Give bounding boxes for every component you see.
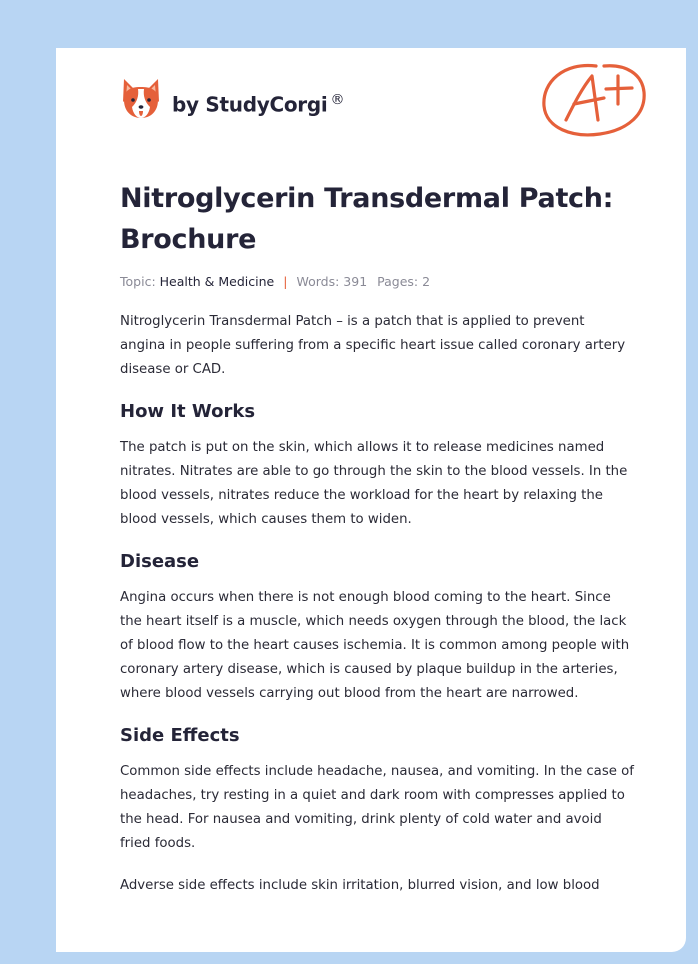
corgi-icon <box>120 76 162 122</box>
words-count: 391 <box>343 274 368 289</box>
registered-mark: ® <box>330 91 345 108</box>
grade-text: A+ <box>538 58 540 59</box>
document-page <box>56 48 686 952</box>
words-label: Words: <box>296 274 340 289</box>
meta-separator: | <box>283 274 288 289</box>
brand-logo[interactable] <box>120 76 344 122</box>
topic-link[interactable]: Health & Medicine <box>159 274 275 289</box>
section-paragraph: Common side effects include headache, nausea, and vomiting. In the case of headaches, try resting in a quiet and dark room with compresses applied to the head. For nausea and vomiting, drink plenty of cold water and avoid fried foods. <box>120 764 634 851</box>
section-heading-how-it-works: How It Works <box>120 401 256 422</box>
a-plus-grade-icon <box>538 58 650 140</box>
section-paragraph: Adverse side effects include skin irritation, blurred vision, and low blood <box>120 878 600 893</box>
page-title: Nitroglycerin Transdermal Patch: Brochure <box>120 183 614 255</box>
document-meta <box>120 273 634 291</box>
document-content <box>120 178 634 898</box>
pages-count: 2 <box>422 274 431 289</box>
topic-label: Topic: <box>120 274 156 289</box>
section-paragraph: Angina occurs when there is not enough blood coming to the heart. Since the heart itself is a muscle, which needs oxygen through the blood, the lack of blood flow to the heart causes ischemia. It is common among people with coronary artery disease, which is caused by plaque buildup in the arteries, where blood vessels carrying out blood from the heart are narrowed. <box>120 590 630 701</box>
section-heading-disease: Disease <box>120 551 200 572</box>
section-paragraph: The patch is put on the skin, which allows it to release medicines named nitrates. Nitrates are able to go through the skin to the blood vessels. In the blood vessels, nitrates reduce the workload for the heart by relaxing the blood vessels, which causes them to widen. <box>120 440 628 527</box>
pages-label: Pages: <box>377 274 419 289</box>
brand-name: by StudyCorgi ® <box>172 91 345 117</box>
intro-paragraph: Nitroglycerin Transdermal Patch – is a patch that is applied to prevent angina in people suffering from a specific heart issue called coronary artery disease or CAD. <box>120 314 626 377</box>
section-heading-side-effects: Side Effects <box>120 725 240 746</box>
